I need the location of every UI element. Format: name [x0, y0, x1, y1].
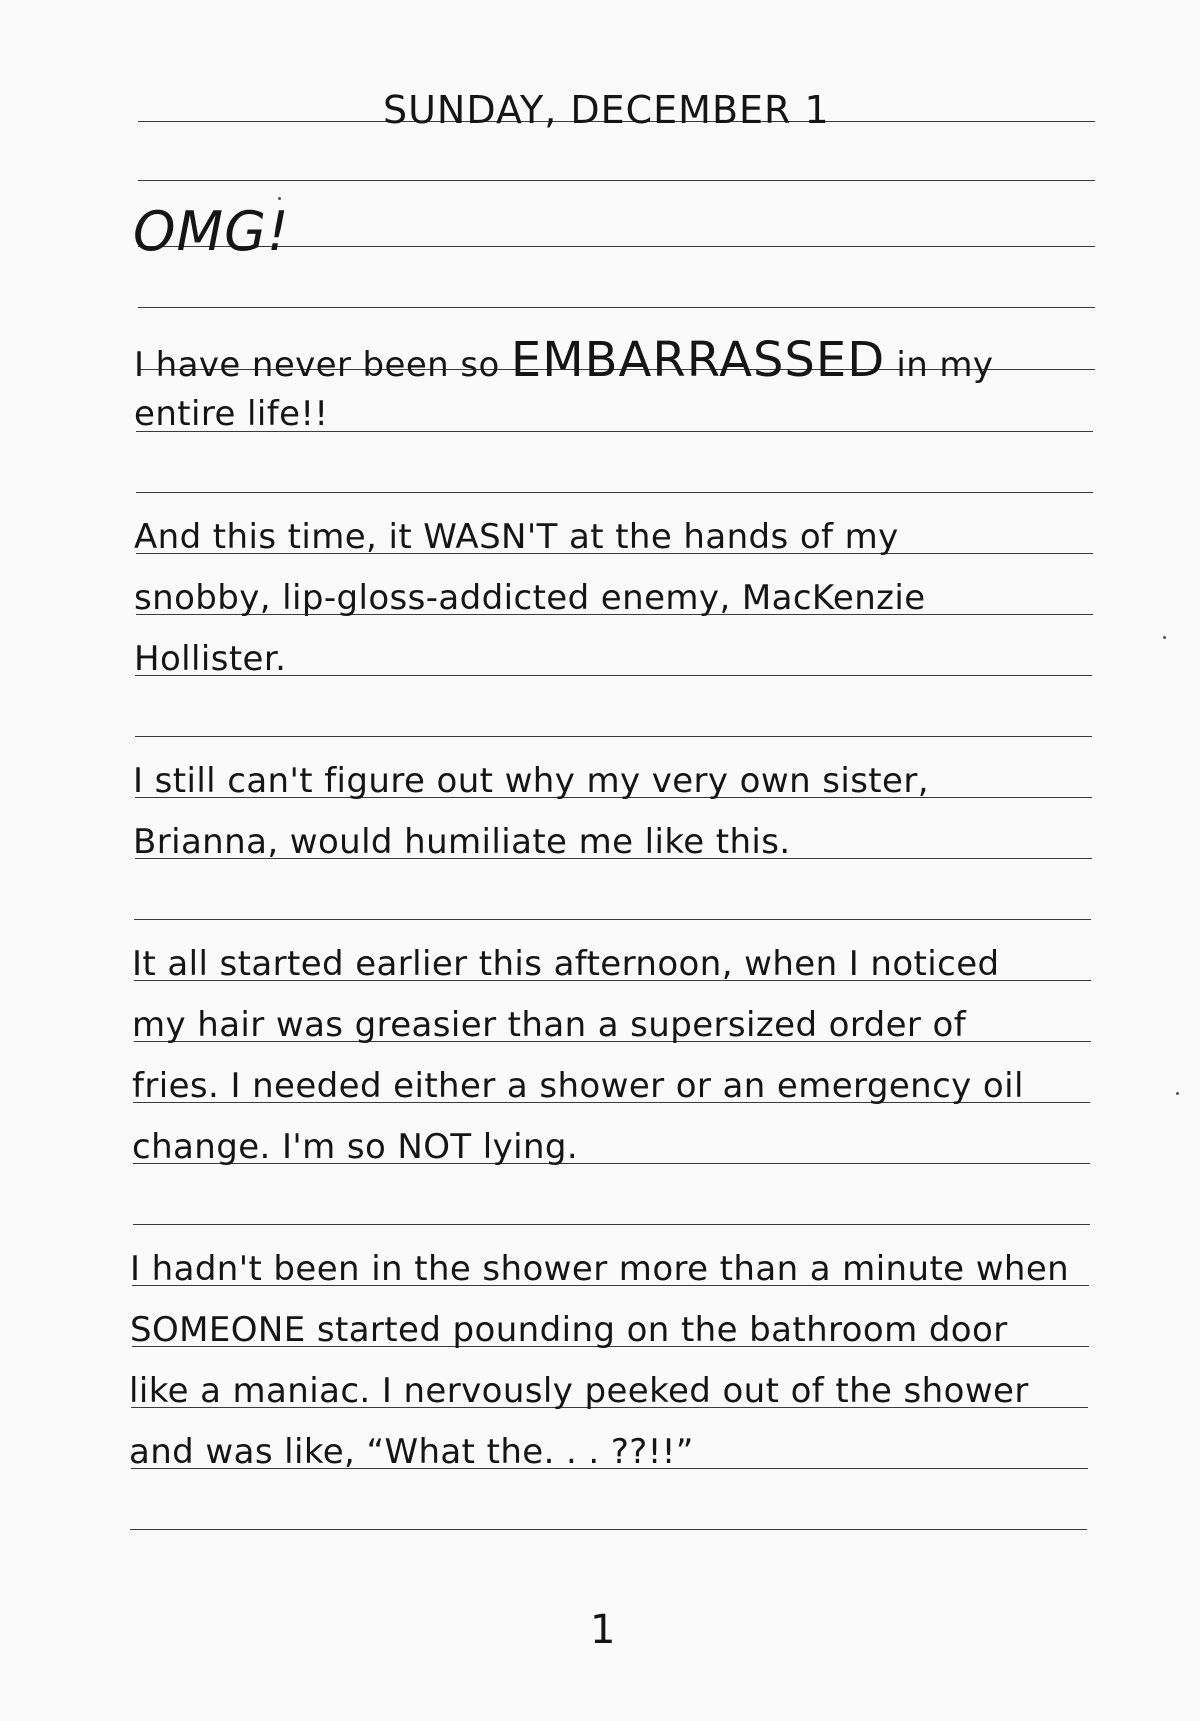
text-line: I hadn't been in the shower more than a minute when: [130, 1249, 1070, 1289]
ruled-line: [134, 919, 1091, 920]
emphasis-word: EMBARRASSED: [510, 332, 886, 388]
text-line: change. I'm so NOT lying.: [132, 1127, 579, 1167]
text-line: Brianna, would humiliate me like this.: [133, 822, 791, 862]
ruled-line: [138, 180, 1095, 181]
scan-speck: [1163, 636, 1166, 639]
text-line: Hollister.: [134, 639, 287, 679]
ruled-line: [138, 307, 1095, 308]
text-line: It all started earlier this afternoon, when I noticed: [132, 944, 1000, 984]
ruled-line: [136, 492, 1093, 493]
text-line: entire life!!: [134, 394, 329, 434]
entry-headline: OMG!: [133, 200, 290, 263]
scan-speck: [278, 197, 281, 200]
text-line: like a maniac. I nervously peeked out of the shower: [129, 1371, 1029, 1411]
text-segment: in my: [885, 345, 994, 385]
text-line: [134, 332, 994, 388]
ruled-line: [135, 736, 1092, 737]
text-line: I still can't figure out why my very own sister,: [133, 761, 929, 801]
text-line: And this time, it WASN'T at the hands of my: [134, 517, 899, 557]
ruled-line: [133, 1224, 1090, 1225]
text-line: fries. I needed either a shower or an emergency oil: [132, 1066, 1024, 1106]
entry-date: SUNDAY, DECEMBER 1: [383, 88, 830, 132]
text-line: my hair was greasier than a supersized order of: [132, 1005, 967, 1045]
text-line: snobby, lip-gloss-addicted enemy, MacKenzie: [134, 578, 926, 618]
text-line: and was like, “What the. . . ??!!”: [129, 1432, 694, 1472]
text-line: SOMEONE started pounding on the bathroom door: [130, 1310, 1008, 1350]
page-number: 1: [590, 1607, 616, 1653]
text-segment: I have never been so: [134, 345, 511, 385]
ruled-line: [130, 1529, 1087, 1530]
scan-speck: [1176, 1092, 1179, 1095]
